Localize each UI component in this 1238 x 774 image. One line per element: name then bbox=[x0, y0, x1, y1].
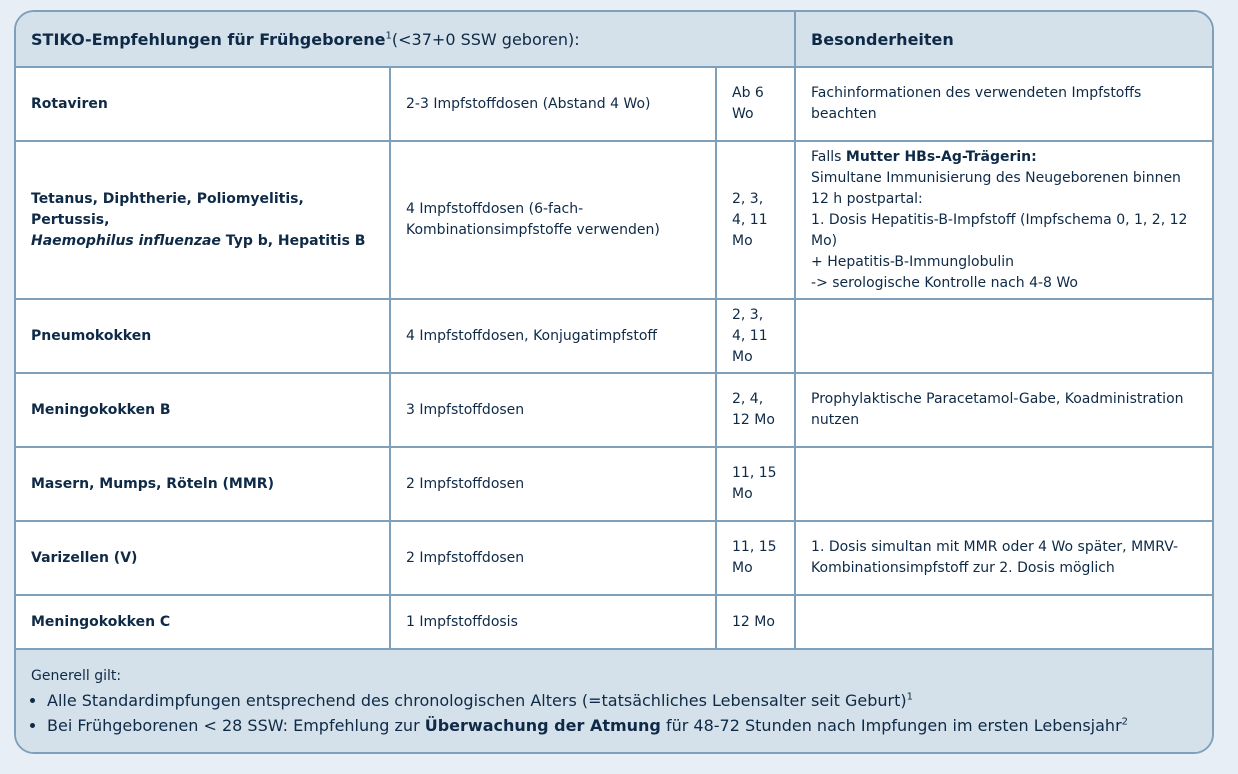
special-note: 1. Dosis simultan mit MMR oder 4 Wo später, MMRV-Kombinationsimpfstoff zur 2. Dosis möglich bbox=[795, 521, 1212, 595]
vaccine-name: Pneumokokken bbox=[16, 299, 390, 373]
table-row bbox=[16, 141, 1212, 299]
age-info: Ab 6 Wo bbox=[716, 67, 795, 141]
age-info: 11, 15 Mo bbox=[716, 521, 795, 595]
dose-info: 3 Impfstoffdosen bbox=[390, 373, 716, 447]
column-header-besonderheiten: Besonderheiten bbox=[795, 12, 1212, 67]
table-row bbox=[16, 595, 1212, 649]
age-info: 2, 4, 12 Mo bbox=[716, 373, 795, 447]
vaccine-name: Meningokokken C bbox=[16, 595, 390, 649]
vaccine-name: Tetanus, Diphtherie, Poliomyelitis, Pertussis, Haemophilus influenzae Typ b, Hepatitis B bbox=[16, 141, 390, 299]
general-notes-list bbox=[31, 688, 1197, 738]
vaccine-name: Masern, Mumps, Röteln (MMR) bbox=[16, 447, 390, 521]
dose-info: 2-3 Impfstoffdosen (Abstand 4 Wo) bbox=[390, 67, 716, 141]
general-notes bbox=[16, 650, 1212, 754]
table-header-row bbox=[16, 12, 1212, 67]
recommendation-table-card bbox=[14, 10, 1214, 754]
special-note: Falls Mutter HBs-Ag-Trägerin: Simultane Immunisierung des Neugeborenen binnen 12 h postpartal: 1. Dosis Hepatitis-B-Impfstoff (Impfschema 0, 1, 2, 12 Mo) + Hepatitis-B-Immunglobulin -> serologische Kontrolle nach 4-8 Wo bbox=[795, 141, 1212, 299]
list-item: • Bei Frühgeborenen < 28 SSW: Empfehlung zur Überwachung der Atmung für 48-72 Stunden nach Impfungen im ersten Lebensjahr$^2$ bbox=[47, 713, 1197, 738]
table-row bbox=[16, 447, 1212, 521]
special-note bbox=[795, 299, 1212, 373]
vaccine-name: Meningokokken B bbox=[16, 373, 390, 447]
vaccine-name: Varizellen (V) bbox=[16, 521, 390, 595]
vaccine-name: Rotaviren bbox=[16, 67, 390, 141]
list-item: • Alle Standardimpfungen entsprechend des chronologischen Alters (=tatsächliches Lebensalter seit Geburt)$^1$ bbox=[47, 688, 1197, 713]
special-note: Prophylaktische Paracetamol-Gabe, Koadministration nutzen bbox=[795, 373, 1212, 447]
table-row bbox=[16, 373, 1212, 447]
age-info: 2, 3, 4, 11 Mo bbox=[716, 141, 795, 299]
special-note bbox=[795, 595, 1212, 649]
dose-info: 1 Impfstoffdosis bbox=[390, 595, 716, 649]
special-note: Fachinformationen des verwendeten Impfstoffs beachten bbox=[795, 67, 1212, 141]
special-note bbox=[795, 447, 1212, 521]
general-notes-intro: Generell gilt: bbox=[31, 668, 122, 684]
age-info: 12 Mo bbox=[716, 595, 795, 649]
dose-info: 2 Impfstoffdosen bbox=[390, 521, 716, 595]
dose-info: 4 Impfstoffdosen, Konjugatimpfstoff bbox=[390, 299, 716, 373]
table-row bbox=[16, 67, 1212, 141]
table-row bbox=[16, 521, 1212, 595]
age-info: 2, 3, 4, 11 Mo bbox=[716, 299, 795, 373]
table-title: STIKO-Empfehlungen für Frühgeborene$^1$(<37+0 SSW geboren): bbox=[16, 12, 795, 67]
age-info: 11, 15 Mo bbox=[716, 447, 795, 521]
table-row bbox=[16, 299, 1212, 373]
dose-info: 2 Impfstoffdosen bbox=[390, 447, 716, 521]
vaccination-table bbox=[16, 12, 1212, 650]
dose-info: 4 Impfstoffdosen (6-fach-Kombinationsimpfstoffe verwenden) bbox=[390, 141, 716, 299]
